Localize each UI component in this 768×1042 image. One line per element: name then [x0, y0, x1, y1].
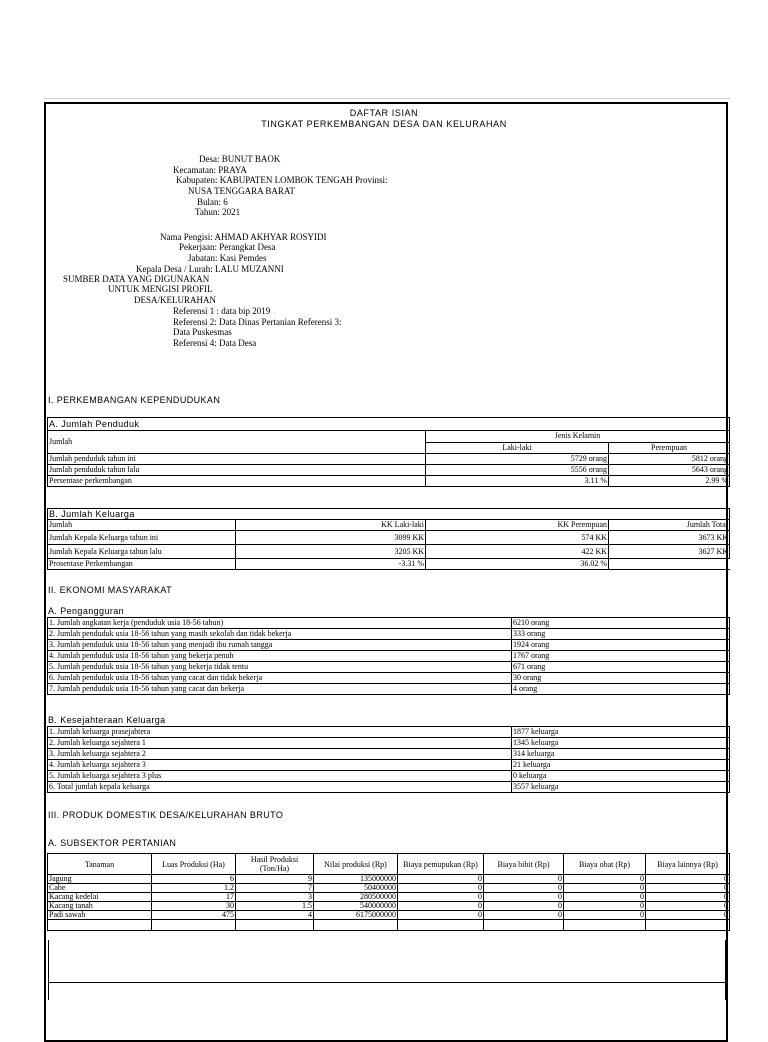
penduduk-table-title: A. Jumlah Penduduk: [48, 418, 730, 431]
table-row: 1. Jumlah angkatan kerja (penduduk usia 18-56 tahun) 6210 orang: [48, 618, 730, 629]
col-obat: Biaya obat (Rp): [564, 854, 646, 875]
table-row: 5. Jumlah penduduk usia 18-56 tahun yang bekerja tidak tentu 671 orang: [48, 662, 730, 673]
kesejahteraan-table: [47, 726, 730, 793]
table-row: Jagung 6 9 135000000 0 0 0 0: [49, 874, 728, 883]
col-jumlah: Jumlah: [48, 431, 426, 454]
info-pengisi: Nama Pengisi: AHMAD AKHYAR ROSYIDI: [160, 232, 327, 242]
info-jabatan: Jabatan: Kasi Pemdes: [188, 253, 267, 263]
doc-subtitle: TINGKAT PERKEMBANGAN DESA DAN KELURAHAN: [261, 119, 507, 129]
info-tahun: Tahun: 2021: [195, 207, 241, 217]
pengangguran-table: [47, 617, 730, 695]
pengangguran-title: A. Pengangguran: [48, 606, 125, 616]
col-lainnya: Biaya lainnya (Rp): [646, 854, 730, 875]
info-kecamatan: Kecamatan: PRAYA: [173, 165, 247, 175]
table-row: 7. Jumlah penduduk usia 18-56 tahun yang cacat dan bekerja 4 orang: [48, 684, 730, 695]
col-jenis-kelamin: Jenis Kelamin: [426, 431, 730, 443]
info-bulan: Bulan: 6: [197, 197, 228, 207]
table-row: Jumlah penduduk tahun lalu 5556 orang 5643 orang: [49, 465, 729, 474]
table-row: Jumlah penduduk tahun ini 5729 orang 5812 orang: [49, 454, 729, 463]
info-pekerjaan: Pekerjaan: Perangkat Desa: [179, 242, 276, 252]
table-row: 3. Jumlah keluarga sejahtera 2 314 keluarga: [48, 749, 730, 760]
table-row: Persentase perkembangan 3.11 % 2.99 %: [49, 476, 729, 485]
doc-title: DAFTAR ISIAN: [349, 108, 419, 118]
col-tanaman: Tanaman: [48, 854, 152, 875]
info-kepala: Kepala Desa / Lurah: LALU MUZANNI: [136, 264, 284, 274]
section3-title: III. PRODUK DOMESTIK DESA/KELURAHAN BRUTO: [48, 810, 284, 820]
col-hasil: Hasil Produksi (Ton/Ha): [236, 854, 314, 875]
col-nilai: Nilai produksi (Rp): [314, 854, 398, 875]
col-kk-laki: KK Laki-laki: [236, 520, 426, 531]
table-row: Kacang kedelai 17 3 280500000 0 0 0 0: [49, 892, 728, 901]
info-ref4: Referensi 4: Data Desa: [173, 338, 257, 348]
info-sumber1: SUMBER DATA YANG DIGUNAKAN: [63, 274, 210, 284]
info-provinsi: NUSA TENGGARA BARAT: [188, 186, 295, 196]
table-row: Jumlah Kepala Keluarga tahun ini 3099 KK 574 KK 3673 KK: [48, 531, 730, 545]
col-pemupukan: Biaya pemupukan (Rp): [398, 854, 484, 875]
table-row: 4. Jumlah penduduk usia 18-56 tahun yang bekerja penuh 1767 orang: [48, 651, 730, 662]
table-row: 6. Total jumlah kepala keluarga 3557 keluarga: [48, 782, 730, 793]
table-row: [48, 920, 730, 931]
keluarga-table: [47, 508, 730, 570]
table-row: 4. Jumlah keluarga sejahtera 3 21 keluarga: [48, 760, 730, 771]
table-row: 6. Jumlah penduduk usia 18-56 tahun yang cacat dan tidak bekerja 30 orang: [48, 673, 730, 684]
info-ref2: Referensi 2: Data Dinas Pertanian Referensi 3:: [173, 317, 342, 327]
info-desa: Desa: BUNUT BAOK: [199, 154, 281, 164]
col-total: Jumlah Total: [609, 520, 730, 531]
col-kk-perempuan: KK Perempuan: [426, 520, 609, 531]
table-row: Kacang tanah 30 1.5 540000000 0 0 0 0: [49, 901, 728, 910]
table-row: 5. Jumlah keluarga sejahtera 3 plus 0 keluarga: [48, 771, 730, 782]
table-row: Cabe 1.2 7 50400000 0 0 0 0: [49, 883, 728, 892]
table-row: 2. Jumlah keluarga sejahtera 1 1345 keluarga: [48, 738, 730, 749]
top-rule: [44, 98, 730, 99]
table-row: 2. Jumlah penduduk usia 18-56 tahun yang masih sekolah dan tidak bekerja 333 orang: [48, 629, 730, 640]
table-row: Jumlah Kepala Keluarga tahun lalu 3205 KK 422 KK 3627 KK: [48, 545, 730, 559]
subsektor-title: A. SUBSEKTOR PERTANIAN: [48, 838, 177, 848]
info-kabupaten: Kabupaten: KABUPATEN LOMBOK TENGAH Provinsi:: [176, 175, 388, 185]
col-perempuan: Perempuan: [609, 442, 730, 454]
info-ref1: Referensi 1 : data bip 2019: [173, 306, 271, 316]
keluarga-table-title: B. Jumlah Keluarga: [48, 509, 730, 520]
inner-frame-rule: [48, 982, 726, 983]
kesejahteraan-title: B. Kesejahteraan Keluarga: [48, 715, 166, 725]
col-jumlah: Jumlah: [48, 520, 236, 531]
col-bibit: Biaya bibit (Rp): [484, 854, 564, 875]
inner-frame: [48, 940, 726, 1000]
info-sumber2: UNTUK MENGISI PROFIL: [108, 284, 213, 294]
table-row: 1. Jumlah keluarga prasejahtera 1877 keluarga: [48, 727, 730, 738]
table-row: Padi sawah 475 4 6175000000 0 0 0 0: [49, 910, 728, 919]
col-luas: Luas Produksi (Ha): [152, 854, 236, 875]
col-laki: Laki-laki: [426, 442, 609, 454]
info-ref3: Data Puskesmas: [173, 327, 232, 337]
table-row: Prosentase Perkembangan -3.31 % 36.02 %: [48, 559, 730, 570]
penduduk-table: [47, 417, 730, 487]
info-sumber3: DESA/KELURAHAN: [134, 295, 216, 305]
section2-title: II. EKONOMI MASYARAKAT: [48, 585, 172, 595]
table-row: 3. Jumlah penduduk usia 18-56 tahun yang menjadi ibu rumah tangga 1924 orang: [48, 640, 730, 651]
section1-title: I. PERKEMBANGAN KEPENDUDUKAN: [48, 395, 221, 405]
pertanian-table: [47, 853, 730, 931]
